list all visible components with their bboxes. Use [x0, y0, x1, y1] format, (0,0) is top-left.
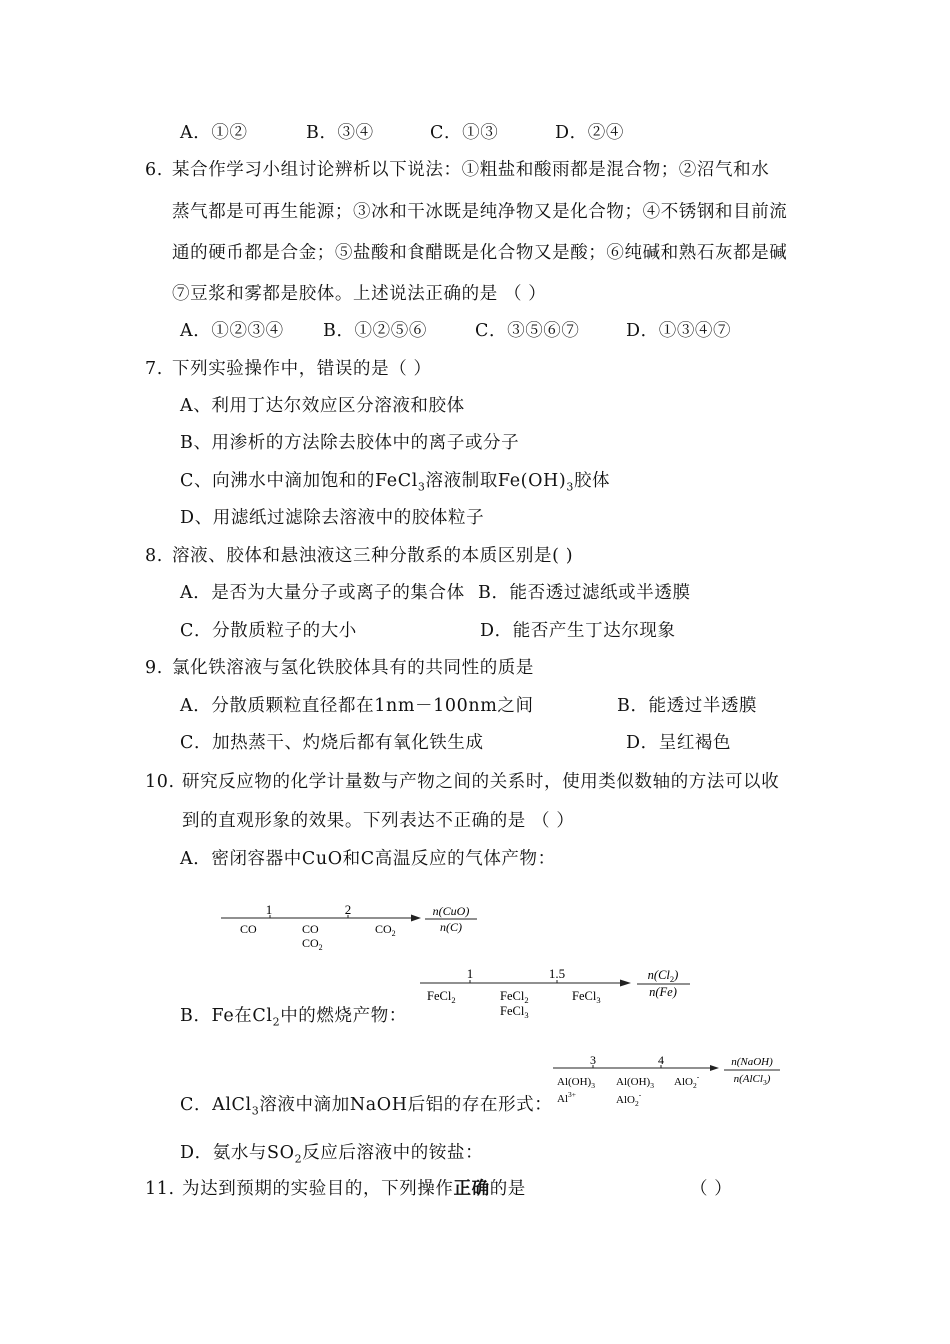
q10-option-d[interactable] [180, 1142, 483, 1171]
region-label: CO [240, 922, 257, 936]
q6-stem-line-1: 某合作学习小组讨论辨析以下说法：①粗盐和酸雨都是混合物；②沼气和水 [172, 160, 770, 180]
q8-stem: 溶液、胶体和悬浊液这三种分散系的本质区别是( ) [172, 546, 574, 566]
region-label: FeCl$_2$ [427, 989, 456, 1005]
region-label: CO [302, 922, 319, 936]
ratio-numerator: n(NaOH) [731, 1056, 773, 1068]
q8-option-a[interactable]: A．是否为大量分子或离子的集合体 [180, 583, 465, 603]
ratio-numerator: n(CuO) [432, 904, 470, 918]
subscript-3: 3 [417, 480, 426, 494]
region-label: $CO_2$ [302, 936, 323, 952]
q5-option-b[interactable]: B．③④ [306, 123, 374, 143]
q10-diagram-a [215, 900, 485, 952]
q7-option-d[interactable]: D、用滤纸过滤除去溶液中的胶体粒子 [180, 508, 485, 528]
q7-option-c-text-1: C、向沸水中滴加饱和的FeCl [180, 471, 418, 491]
region-label: $Al(OH)_3$ [616, 1076, 654, 1090]
q8-number: 8. [145, 546, 163, 566]
q10-option-b-text-1: B．Fe在Cl [180, 1006, 273, 1026]
q6-option-b[interactable]: B．①②⑤⑥ [323, 321, 427, 341]
q9-stem: 氯化铁溶液与氢化铁胶体具有的共同性的质是 [172, 658, 534, 678]
q8-option-d[interactable]: D．能否产生丁达尔现象 [480, 621, 676, 641]
q5-option-d[interactable]: D．②④ [555, 123, 624, 143]
region-label: FeCl$_3$ [500, 1004, 529, 1020]
q10-diagram-b [415, 964, 695, 1020]
ratio-denominator: n(Fe) [649, 985, 677, 999]
q9-option-a[interactable]: A．分散质颗粒直径都在1nm－100nm之间 [180, 696, 534, 716]
q11-answer-paren[interactable]: （ ） [690, 1179, 733, 1199]
ratio-numerator: $n(Cl_2)$ [647, 968, 679, 984]
tick-label: 2 [344, 902, 352, 917]
q5-option-c[interactable]: C．①③ [430, 123, 499, 143]
region-label: $Al(OH)_3$ [557, 1076, 595, 1090]
q6-stem-line-3: 通的硬币都是合金；⑤盐酸和食醋既是化合物又是酸；⑥纯碱和熟石灰都是碱 [172, 243, 788, 263]
q11-number: 11. [145, 1179, 175, 1199]
q7-option-a[interactable]: A、利用丁达尔效应区分溶液和胶体 [180, 396, 465, 416]
q10-diagram-c [550, 1050, 790, 1110]
axis-arrow-icon [710, 1065, 719, 1071]
subscript-2: 2 [294, 1152, 303, 1166]
q5-option-a[interactable]: A．①② [180, 123, 248, 143]
q7-stem: 下列实验操作中，错误的是（ ） [172, 359, 432, 379]
q10-option-c-text-1: C．AlCl [180, 1095, 252, 1115]
region-label: FeCl$_2$ [500, 989, 529, 1005]
ratio-denominator: n(AlCl$_3$) [733, 1073, 771, 1087]
region-label: $Al^{3+}$ [557, 1090, 576, 1105]
q6-number: 6. [145, 160, 163, 180]
q7-option-c-text-2: 溶液制取Fe(OH) [425, 471, 567, 491]
region-label: AlO$_2$- [616, 1090, 642, 1108]
q9-option-d[interactable]: D．呈红褐色 [626, 733, 732, 753]
region-label: FeCl$_3$ [572, 989, 601, 1005]
q7-number: 7. [145, 359, 163, 379]
q8-option-c[interactable]: C．分散质粒子的大小 [180, 621, 357, 641]
q10-option-a[interactable]: A．密闭容器中CuO和C高温反应的气体产物： [180, 849, 556, 869]
tick-label: 1 [466, 966, 474, 981]
q9-option-b[interactable]: B．能透过半透膜 [617, 696, 758, 716]
region-label: $CO_2$ [375, 922, 396, 938]
q11-stem-text-1: 为达到预期的实验目的，下列操作 [182, 1179, 454, 1199]
q6-option-a[interactable]: A．①②③④ [180, 321, 284, 341]
subscript-3: 3 [566, 480, 574, 494]
q10-option-c-text-2: 溶液中滴加NaOH后铝的存在形式： [259, 1095, 553, 1115]
q10-stem-line-1: 研究反应物的化学计量数与产物之间的关系时，使用类似数轴的方法可以收 [182, 772, 780, 792]
tick-label: 1 [265, 902, 273, 917]
q10-option-c[interactable] [180, 1094, 552, 1123]
ratio-denominator: n(C) [440, 920, 462, 934]
tick-label: 3 [590, 1053, 596, 1067]
q10-stem-line-2: 到的直观形象的效果。下列表达不正确的是 （ ） [182, 811, 575, 831]
axis-arrow-icon [620, 980, 631, 987]
q11-stem [182, 1178, 526, 1200]
q8-option-b[interactable]: B．能否透过滤纸或半透膜 [478, 583, 691, 603]
q9-number: 9. [145, 658, 163, 678]
q10-number: 10. [145, 772, 175, 792]
tick-label: 4 [658, 1053, 664, 1067]
q10-option-b-text-2: 中的燃烧产物： [280, 1006, 407, 1026]
subscript-3: 3 [251, 1104, 260, 1118]
q6-option-d[interactable]: D．①③④⑦ [626, 321, 732, 341]
q6-option-c[interactable]: C．③⑤⑥⑦ [475, 321, 580, 341]
q7-option-c-text-3: 胶体 [573, 471, 611, 491]
q10-option-d-text-1: D．氨水与SO [180, 1143, 295, 1163]
region-label: AlO$_2$- [674, 1072, 700, 1090]
q6-stem-line-4: ⑦豆浆和雾都是胶体。上述说法正确的是 （ ） [172, 284, 547, 304]
q11-stem-text-2: 的是 [489, 1179, 526, 1199]
q10-option-d-text-2: 反应后溶液中的铵盐： [302, 1143, 484, 1163]
tick-label: 1.5 [548, 966, 566, 981]
q7-option-b[interactable]: B、用渗析的方法除去胶体中的离子或分子 [180, 433, 520, 453]
q6-stem-line-2: 蒸气都是可再生能源；③冰和干冰既是纯净物又是化合物；④不锈钢和目前流 [172, 202, 788, 222]
q9-option-c[interactable]: C．加热蒸干、灼烧后都有氧化铁生成 [180, 733, 484, 753]
q11-stem-emphasis: 正确 [453, 1179, 490, 1199]
q7-option-c[interactable] [180, 470, 610, 499]
subscript-2: 2 [272, 1015, 281, 1029]
q10-option-b[interactable] [180, 1005, 407, 1034]
axis-arrow-icon [411, 915, 421, 922]
